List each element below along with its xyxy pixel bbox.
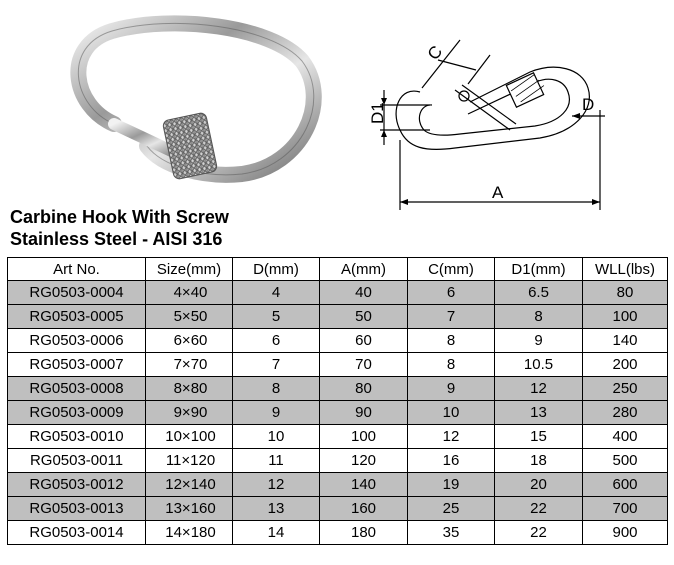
label-d1: D1 — [368, 102, 387, 124]
cell-art: RG0503-0012 — [8, 473, 146, 497]
cell-art: RG0503-0005 — [8, 305, 146, 329]
cell-a: 140 — [320, 473, 408, 497]
cell-art: RG0503-0009 — [8, 401, 146, 425]
cell-d: 6 — [233, 329, 320, 353]
hook-outline — [396, 67, 589, 149]
cell-wll: 250 — [583, 377, 668, 401]
cell-a: 120 — [320, 449, 408, 473]
cell-c: 16 — [408, 449, 495, 473]
cell-c: 35 — [408, 521, 495, 545]
cell-c: 7 — [408, 305, 495, 329]
cell-d1: 18 — [495, 449, 583, 473]
cell-art: RG0503-0011 — [8, 449, 146, 473]
cell-wll: 100 — [583, 305, 668, 329]
table-row — [8, 329, 668, 353]
cell-c: 9 — [408, 377, 495, 401]
header-a: A(mm) — [320, 258, 408, 281]
cell-size: 8×80 — [146, 377, 233, 401]
label-c: C — [423, 42, 447, 64]
cell-a: 50 — [320, 305, 408, 329]
cell-d1: 6.5 — [495, 281, 583, 305]
cell-a: 40 — [320, 281, 408, 305]
cell-d1: 22 — [495, 497, 583, 521]
cell-d: 14 — [233, 521, 320, 545]
label-a: A — [492, 183, 504, 202]
cell-d1: 22 — [495, 521, 583, 545]
cell-c: 10 — [408, 401, 495, 425]
cell-size: 13×160 — [146, 497, 233, 521]
header-art-no: Art No. — [8, 258, 146, 281]
cell-size: 5×50 — [146, 305, 233, 329]
dimension-diagram — [360, 30, 620, 215]
cell-art: RG0503-0013 — [8, 497, 146, 521]
cell-wll: 140 — [583, 329, 668, 353]
cell-art: RG0503-0007 — [8, 353, 146, 377]
header-wll: WLL(lbs) — [583, 258, 668, 281]
cell-size: 4×40 — [146, 281, 233, 305]
cell-wll: 700 — [583, 497, 668, 521]
label-d: D — [582, 95, 595, 114]
table-row — [8, 281, 668, 305]
cell-d1: 9 — [495, 329, 583, 353]
cell-art: RG0503-0004 — [8, 281, 146, 305]
cell-d: 13 — [233, 497, 320, 521]
cell-art: RG0503-0014 — [8, 521, 146, 545]
table-row — [8, 377, 668, 401]
cell-wll: 400 — [583, 425, 668, 449]
cell-art: RG0503-0006 — [8, 329, 146, 353]
cell-d1: 13 — [495, 401, 583, 425]
cell-a: 160 — [320, 497, 408, 521]
cell-a: 80 — [320, 377, 408, 401]
cell-c: 12 — [408, 425, 495, 449]
header-d1: D1(mm) — [495, 258, 583, 281]
cell-d: 12 — [233, 473, 320, 497]
cell-d1: 12 — [495, 377, 583, 401]
cell-d1: 15 — [495, 425, 583, 449]
cell-wll: 500 — [583, 449, 668, 473]
cell-d1: 20 — [495, 473, 583, 497]
cell-d1: 10.5 — [495, 353, 583, 377]
title-line-1: Carbine Hook With Screw — [10, 207, 229, 227]
table-row — [8, 497, 668, 521]
cell-wll: 200 — [583, 353, 668, 377]
cell-d: 8 — [233, 377, 320, 401]
title-line-2: Stainless Steel - AISI 316 — [10, 229, 223, 249]
cell-c: 6 — [408, 281, 495, 305]
cell-size: 6×60 — [146, 329, 233, 353]
cell-c: 8 — [408, 329, 495, 353]
cell-d: 9 — [233, 401, 320, 425]
header-d: D(mm) — [233, 258, 320, 281]
cell-d: 5 — [233, 305, 320, 329]
cell-art: RG0503-0008 — [8, 377, 146, 401]
cell-d: 11 — [233, 449, 320, 473]
cell-wll: 600 — [583, 473, 668, 497]
table-row — [8, 401, 668, 425]
cell-art: RG0503-0010 — [8, 425, 146, 449]
table-header-row — [8, 258, 668, 281]
spec-table — [7, 257, 668, 545]
cell-c: 25 — [408, 497, 495, 521]
product-title — [10, 206, 229, 250]
cell-size: 12×140 — [146, 473, 233, 497]
table-row — [8, 425, 668, 449]
cell-a: 180 — [320, 521, 408, 545]
cell-wll: 280 — [583, 401, 668, 425]
cell-a: 90 — [320, 401, 408, 425]
cell-d: 4 — [233, 281, 320, 305]
cell-c: 8 — [408, 353, 495, 377]
cell-a: 70 — [320, 353, 408, 377]
cell-d1: 8 — [495, 305, 583, 329]
header-c: C(mm) — [408, 258, 495, 281]
header-size: Size(mm) — [146, 258, 233, 281]
table-row — [8, 353, 668, 377]
table-row — [8, 473, 668, 497]
cell-c: 19 — [408, 473, 495, 497]
cell-d: 10 — [233, 425, 320, 449]
carbine-hook-photo — [52, 6, 332, 201]
cell-size: 10×100 — [146, 425, 233, 449]
cell-size: 7×70 — [146, 353, 233, 377]
cell-a: 60 — [320, 329, 408, 353]
cell-wll: 900 — [583, 521, 668, 545]
cell-size: 11×120 — [146, 449, 233, 473]
table-row — [8, 449, 668, 473]
cell-size: 9×90 — [146, 401, 233, 425]
cell-a: 100 — [320, 425, 408, 449]
table-row — [8, 305, 668, 329]
cell-wll: 80 — [583, 281, 668, 305]
cell-size: 14×180 — [146, 521, 233, 545]
table-row — [8, 521, 668, 545]
cell-d: 7 — [233, 353, 320, 377]
